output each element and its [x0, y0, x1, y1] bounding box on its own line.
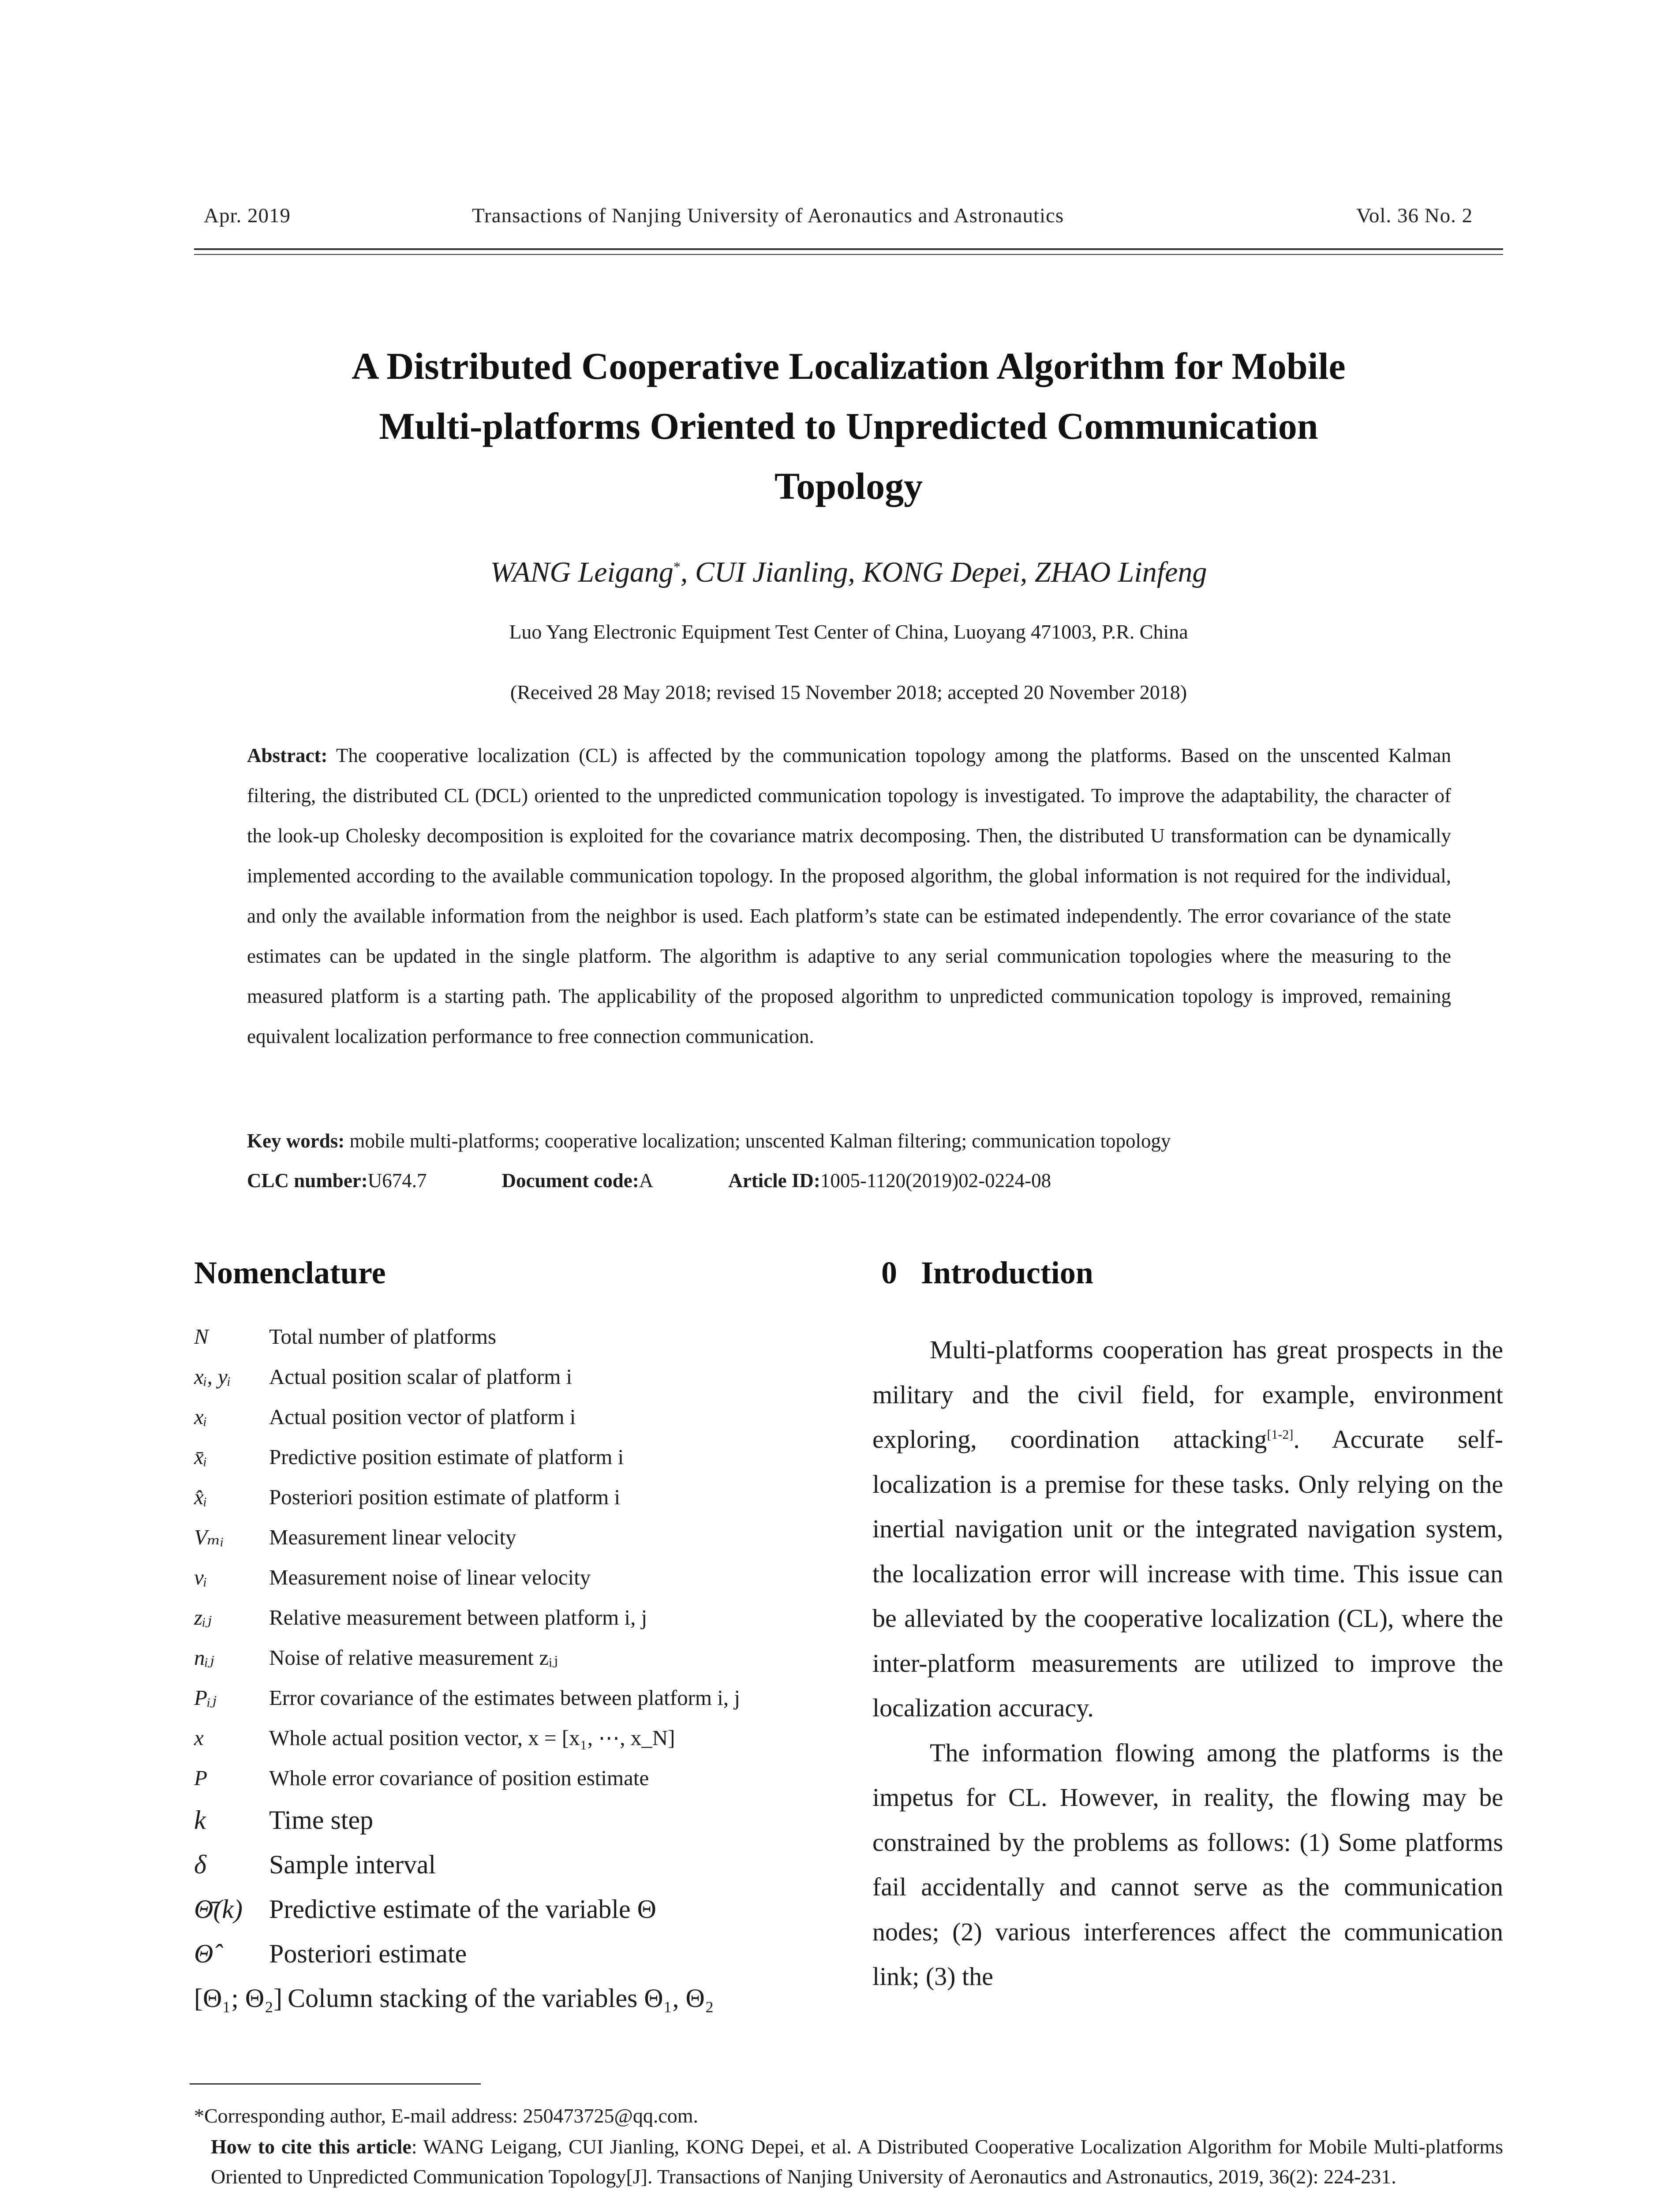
header-rule-thick — [194, 248, 1503, 250]
abstract-text: The cooperative localization (CL) is affected by the communication topology among the platforms. Based on the unscented Kalman filtering, the distributed CL (DCL) oriented to the unpredicted communication topology is investigated. To improve the adaptability, the character of the look-up Cholesky decomposition is exploited for the covariance matrix decomposing. Then, the distributed U transformation can be dynamically implemented according to the available communication topology. In the proposed algorithm, the global information is not required for the individual, and only the available information from the neighbor is used. Each platform’s state can be estimated independently. The error covariance of the state estimates can be updated in the single platform. The algorithm is adaptive to any serial communication topologies where the measuring to the measured platform is a starting path. The applicability of the proposed algorithm to unpredicted communication topology is improved, remaining equivalent localization performance to free connection communication. — [247, 744, 1451, 1047]
citation-ref: [1-2] — [1267, 1427, 1294, 1442]
nomenclature-symbol: x̂ᵢ — [194, 1485, 207, 1509]
cite-text: : WANG Leigang, CUI Jianling, KONG Depei, et al. A Distributed Cooperative Localization Algorithm for Mobile Multi-platforms Oriented to Unpredicted Communication Topology[J]. Transactions of Nanjing University of Aeronautics and Astronautics, 2019, 36(2): 224-231. — [211, 2135, 1503, 2188]
nomenclature-item — [194, 1932, 838, 1976]
nomenclature-item — [194, 1517, 838, 1557]
nomenclature-definition: Actual position vector of platform i — [269, 1405, 576, 1429]
introduction-heading: 0 Introduction — [881, 1255, 1093, 1290]
nomenclature-definition: Posteriori estimate — [269, 1939, 467, 1968]
nomenclature-symbol: Θ̄(k) — [194, 1895, 243, 1924]
paper-title — [194, 336, 1503, 516]
nomenclature-definition: Predictive position estimate of platform i — [269, 1445, 624, 1469]
nomenclature-definition: Total number of platforms — [269, 1324, 497, 1349]
header-volume: Vol. 36 No. 2 — [1356, 204, 1473, 227]
abstract — [247, 736, 1451, 1057]
nomenclature-list — [194, 1316, 838, 2021]
title-line: Multi-platforms Oriented to Unpredicted Communication — [379, 405, 1318, 447]
title-line: Topology — [774, 465, 923, 507]
nomenclature-symbol: x̄ᵢ — [194, 1445, 207, 1469]
nomenclature-symbol: k — [194, 1805, 206, 1835]
header-date: Apr. 2019 — [204, 204, 291, 227]
nomenclature-symbol: xᵢ — [194, 1405, 207, 1429]
introduction-body — [872, 1327, 1503, 1999]
nomenclature-symbol: δ — [194, 1850, 206, 1879]
affiliation: Luo Yang Electronic Equipment Test Center of China, Luoyang 471003, P.R. China — [509, 620, 1188, 643]
nomenclature-definition: Actual position scalar of platform i — [269, 1364, 572, 1389]
nomenclature-item — [194, 1597, 838, 1637]
header-journal: Transactions of Nanjing University of Aeronautics and Astronautics — [472, 204, 1064, 227]
nomenclature-item — [194, 1887, 838, 1932]
abstract-label: Abstract: — [247, 744, 328, 766]
nomenclature-heading: Nomenclature — [194, 1255, 386, 1290]
received-dates: (Received 28 May 2018; revised 15 November 2018; accepted 20 November 2018) — [510, 681, 1187, 703]
nomenclature-definition: Time step — [269, 1805, 374, 1835]
nomenclature-item — [194, 1976, 838, 2021]
nomenclature-symbol: νᵢ — [194, 1565, 207, 1589]
nomenclature-symbol: N — [194, 1324, 209, 1349]
keywords — [247, 1129, 1451, 1152]
nomenclature-symbol: Θ̂ — [194, 1939, 213, 1968]
corresponding-mark: * — [673, 559, 681, 575]
keywords-text: mobile multi-platforms; cooperative localization; unscented Kalman filtering; communication topology — [349, 1130, 1171, 1152]
nomenclature-symbol: Pᵢⱼ — [194, 1686, 217, 1710]
intro-text: Multi-platforms cooperation has great prospects in the military and the civil field, for example, environment exploring, coordination attacking — [872, 1335, 1503, 1454]
nomenclature-item — [194, 1557, 838, 1597]
nomenclature-item — [194, 1637, 838, 1678]
nomenclature-definition: Noise of relative measurement zᵢⱼ — [269, 1645, 558, 1670]
nomenclature-item — [194, 1758, 838, 1798]
nomenclature-definition: Measurement noise of linear velocity — [269, 1565, 591, 1589]
footnote-rule — [190, 2083, 481, 2085]
clc-value: U674.7 — [367, 1170, 427, 1192]
nomenclature-symbol: nᵢⱼ — [194, 1645, 214, 1670]
article-id-value: 1005-1120(2019)02-0224-08 — [820, 1170, 1051, 1192]
nomenclature-symbol: [Θ₁; Θ₂] — [194, 1984, 283, 2013]
nomenclature-item — [194, 1316, 838, 1357]
cite-label: How to cite this article — [211, 2135, 412, 2158]
nomenclature-item — [194, 1477, 838, 1517]
nomenclature-definition: Sample interval — [269, 1850, 436, 1879]
nomenclature-definition: Error covariance of the estimates between platform i, j — [269, 1686, 741, 1710]
nomenclature-item — [194, 1678, 838, 1718]
clc-label: CLC number: — [247, 1170, 368, 1192]
intro-paragraph — [872, 1327, 1503, 1730]
header-rule-thin — [194, 254, 1503, 255]
nomenclature-definition: Measurement linear velocity — [269, 1525, 516, 1549]
nomenclature-definition: Posteriori position estimate of platform i — [269, 1485, 621, 1509]
nomenclature-symbol: zᵢⱼ — [194, 1605, 212, 1629]
keywords-label: Key words: — [247, 1130, 345, 1152]
nomenclature-definition: Predictive estimate of the variable Θ — [269, 1895, 656, 1924]
nomenclature-item — [194, 1357, 838, 1397]
doc-code-value: A — [639, 1170, 654, 1192]
nomenclature-symbol: xᵢ, yᵢ — [194, 1364, 231, 1389]
how-to-cite — [211, 2132, 1503, 2192]
nomenclature-symbol: Vₘᵢ — [194, 1525, 224, 1549]
nomenclature-symbol: x — [194, 1726, 204, 1750]
other-authors: , CUI Jianling, KONG Depei, ZHAO Linfeng — [680, 556, 1207, 588]
corresponding-author-note: *Corresponding author, E-mail address: 250473725@qq.com. — [194, 2104, 699, 2127]
article-id-label: Article ID: — [728, 1170, 820, 1192]
nomenclature-definition: Relative measurement between platform i, j — [269, 1605, 647, 1629]
nomenclature-item — [194, 1437, 838, 1477]
intro-paragraph: The information flowing among the platforms is the impetus for CL. However, in reality, the flowing may be constrained by the problems as follows: (1) Some platforms fail accidentally and cannot serve as the communication nodes; (2) various interferences affect the communication link; (3) the — [872, 1738, 1503, 1991]
intro-text: . Accurate self-localization is a premise for these tasks. Only relying on the inertial navigation unit or the integrated navigation system, the localization error will increase with time. This issue can be alleviated by the cooperative localization (CL), where the inter-platform measurements are utilized to improve the localization accuracy. — [872, 1425, 1503, 1722]
title-line: A Distributed Cooperative Localization Algorithm for Mobile — [352, 345, 1346, 387]
nomenclature-item — [194, 1842, 838, 1887]
author-list — [194, 556, 1503, 589]
nomenclature-definition: Column stacking of the variables Θ₁, Θ₂ — [288, 1984, 714, 2013]
classification-line — [247, 1169, 1051, 1192]
nomenclature-symbol: P — [194, 1766, 207, 1790]
doc-code-label: Document code: — [501, 1170, 639, 1192]
nomenclature-definition: Whole error covariance of position estimate — [269, 1766, 649, 1790]
nomenclature-item — [194, 1397, 838, 1437]
nomenclature-item — [194, 1718, 838, 1758]
nomenclature-definition: Whole actual position vector, x = [x₁, ⋯, x_N] — [269, 1726, 675, 1750]
first-author: WANG Leigang — [490, 556, 673, 588]
nomenclature-item — [194, 1798, 838, 1842]
